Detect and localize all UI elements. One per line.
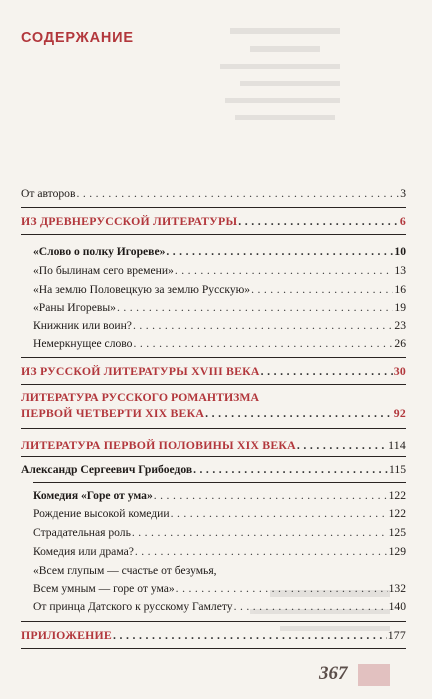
toc-entry[interactable]: [33, 319, 406, 333]
toc-entry-title: «На землю Половецкую за землю Русскую»: [33, 283, 251, 296]
toc-entry-title: Комедия «Горе от ума»: [33, 489, 153, 502]
section-rule: [21, 428, 406, 429]
page-number-block: [358, 664, 390, 686]
toc-section-title-line2: ПЕРВОЙ ЧЕТВЕРТИ XIX ВЕКА: [21, 406, 205, 420]
toc-section-page: 92: [393, 406, 406, 420]
toc-entry[interactable]: [33, 526, 406, 540]
toc-entry[interactable]: [33, 489, 406, 503]
section-rule: [33, 482, 406, 483]
toc-entry-page: 19: [394, 301, 406, 314]
toc-entry-page: 132: [388, 582, 406, 595]
show-through-texture: [190, 28, 360, 132]
toc-entry[interactable]: [33, 245, 406, 259]
toc-section[interactable]: [21, 364, 406, 378]
toc-entry-page: 3: [400, 187, 406, 200]
leader-dots: [133, 319, 393, 333]
toc-section-title: ЛИТЕРАТУРА ПЕРВОЙ ПОЛОВИНЫ XIX ВЕКА: [21, 438, 296, 452]
toc-entry-title: Рождение высокой комедии: [33, 507, 170, 520]
toc-author-page: 115: [389, 463, 406, 476]
toc-entry[interactable]: [33, 283, 406, 297]
toc-entry-page: 16: [394, 283, 406, 296]
toc-entry[interactable]: [33, 264, 406, 278]
toc-entry[interactable]: [33, 301, 406, 315]
leader-dots: [205, 406, 393, 420]
page-number: 367: [319, 663, 348, 684]
leader-dots: [175, 264, 394, 278]
toc-entry-page: 23: [394, 319, 406, 332]
toc-entry-title: Комедия или драма?: [33, 545, 134, 558]
toc-entry-title: «По былинам сего времени»: [33, 264, 174, 277]
section-rule: [21, 234, 406, 235]
leader-dots: [132, 526, 388, 540]
toc-entry[interactable]: [21, 187, 406, 201]
leader-dots: [76, 187, 399, 201]
toc-entry-title: Страдательная роль: [33, 526, 131, 539]
toc-section-title: ИЗ РУССКОЙ ЛИТЕРАТУРЫ XVIII ВЕКА: [21, 364, 260, 378]
toc-entry-page: 122: [388, 489, 406, 502]
leader-dots: [234, 600, 388, 614]
toc-section-page: 177: [387, 628, 406, 642]
toc-entry-page: 10: [394, 245, 406, 258]
toc-entry-page: 125: [388, 526, 406, 539]
contents-heading: СОДЕРЖАНИЕ: [21, 30, 134, 46]
toc-entry-title: Книжник или воин?: [33, 319, 132, 332]
leader-dots: [113, 628, 387, 642]
toc-section-page: 6: [399, 214, 406, 228]
toc-entry[interactable]: [33, 545, 406, 559]
toc-section[interactable]: [21, 438, 406, 452]
toc-section-title: ИЗ ДРЕВНЕРУССКОЙ ЛИТЕРАТУРЫ: [21, 214, 238, 228]
toc-entry-page: 129: [388, 545, 406, 558]
toc-entry-page: 122: [388, 507, 406, 520]
toc-section-title-line1[interactable]: ЛИТЕРАТУРА РУССКОГО РОМАНТИЗМА: [21, 390, 260, 404]
section-rule: [21, 384, 406, 385]
toc-entry[interactable]: [33, 600, 406, 614]
section-rule: [21, 621, 406, 622]
toc-entry-title-line1: «Всем глупым — счастье от безумья,: [33, 564, 217, 577]
section-rule: [21, 207, 406, 208]
leader-dots: [117, 301, 393, 315]
leader-dots: [133, 337, 393, 351]
leader-dots: [238, 214, 399, 228]
toc-entry-page: 13: [394, 264, 406, 277]
leader-dots: [166, 245, 393, 259]
toc-entry-title: «Слово о полку Игореве»: [33, 245, 166, 258]
leader-dots: [193, 463, 388, 477]
toc-entry[interactable]: [33, 582, 406, 596]
toc-entry[interactable]: [33, 337, 406, 351]
toc-section-page: 30: [393, 364, 406, 378]
toc-section-page: 114: [388, 438, 406, 452]
toc-section[interactable]: [21, 214, 406, 228]
toc-entry-page: 26: [394, 337, 406, 350]
toc-entry-title: От принца Датского к русскому Гамлету: [33, 600, 233, 613]
leader-dots: [176, 582, 388, 596]
toc-section[interactable]: [21, 628, 406, 642]
section-rule: [21, 648, 406, 649]
toc-entry[interactable]: [33, 507, 406, 521]
leader-dots: [261, 364, 393, 378]
toc-section-title: ПРИЛОЖЕНИЕ: [21, 628, 112, 642]
toc-entry-title: Немеркнущее слово: [33, 337, 133, 350]
toc-section[interactable]: [21, 406, 406, 420]
leader-dots: [251, 283, 393, 297]
section-rule: [21, 357, 406, 358]
section-rule: [21, 456, 406, 457]
leader-dots: [154, 489, 388, 503]
toc-entry-line1[interactable]: [33, 564, 406, 578]
toc-entry-title: От авторов: [21, 187, 76, 200]
toc-entry-title-line2: Всем умным — горе от ума»: [33, 582, 175, 595]
leader-dots: [297, 438, 387, 452]
toc-entry-title: «Раны Игоревы»: [33, 301, 116, 314]
toc-entry-page: 140: [388, 600, 406, 613]
leader-dots: [135, 545, 388, 559]
toc-author[interactable]: [21, 463, 406, 477]
leader-dots: [171, 507, 388, 521]
toc-author-name: Александр Сергеевич Грибоедов: [21, 463, 193, 476]
